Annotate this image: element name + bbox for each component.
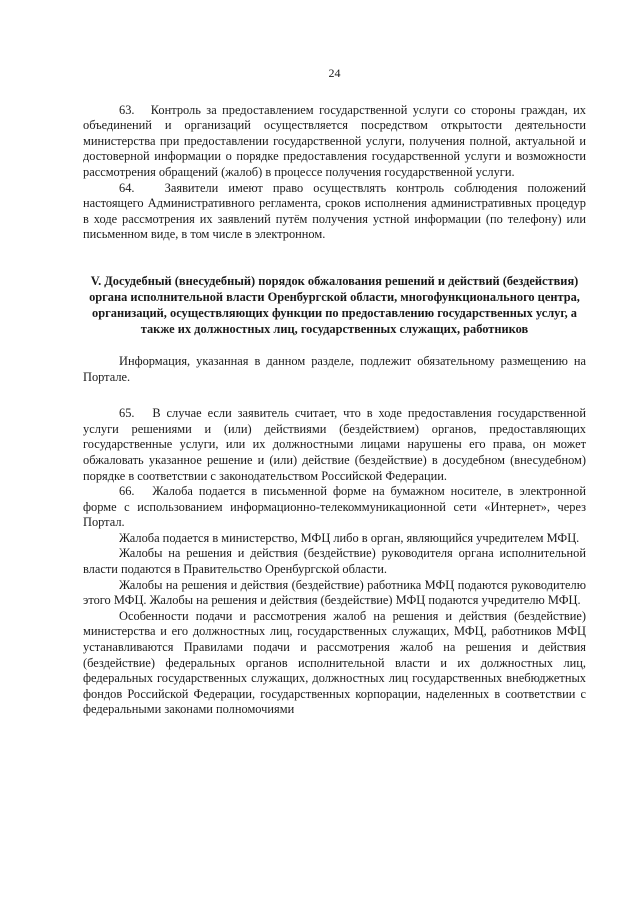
paragraph-63: 63. Контроль за предоставлением государственной услуги со стороны граждан, их объединений и организаций осуществляется посредством открытости деятельности министерства при предоставлении государственной услуги, получения полной, актуальной и достоверной информации о порядке предоставления государственной услуги и возможности рассмотрения обращений (жалоб) в процессе получения государственной услуги. [83,102,586,179]
paragraphs-before-section [83,103,586,243]
paragraph-complaint-government: Жалобы на решения и действия (бездействие) руководителя органа исполнительной власти подаются в Правительство Оренбургской области. [83,546,586,577]
paragraph-64: 64. Заявители имеют право осуществлять контроль соблюдения положений настоящего Административного регламента, сроков исполнения административных процедур в ходе рассмотрения их заявлений путём получения устной информации (по телефону) или письменном виде, в том числе в электронном. [83,180,586,242]
section-heading: V. Досудебный (внесудебный) порядок обжалования решений и действий (бездействия) органа исполнительной власти Оренбургской области, многофункционального центра, организаций, осуществляющих функции по предоставлению государственных услуг, а также их должностных лиц, государственных служащих, работников [89,273,580,336]
info-note: Информация, указанная в данном разделе, подлежит обязательному размещению на Портале. [83,353,586,384]
paragraph-complaint-rules: Особенности подачи и рассмотрения жалоб на решения и действия (бездействие) министерства и его должностных лиц, государственных служащих, МФЦ, работников МФЦ устанавливаются Правилами подачи и рассмотрения жалоб на решения и действия (бездействие) федеральных органов исполнительной власти и их должностных лиц, федеральных государственных служащих, должностных лиц государственных внебюджетных фондов Российской Федерации, государственных корпорации, наделенных в соответствии с федеральными законами полномочиями [83,608,586,717]
page-content [83,66,586,718]
paragraph-complaint-mfc: Жалобы на решения и действия (бездействие) работника МФЦ подаются руководителю этого МФЦ. Жалобы на решения и действия (бездействие) МФЦ подаются учредителю МФЦ. [83,577,586,608]
paragraph-complaint-filing: Жалоба подается в министерство, МФЦ либо в орган, являющийся учредителем МФЦ. [119,530,580,545]
paragraph-66: 66. Жалоба подается в письменной форме на бумажном носителе, в электронной форме с использованием информационно-телекоммуникационной сети «Интернет», через Портал. [83,484,586,530]
page-number: 24 [328,66,341,80]
paragraph-65: 65. В случае если заявитель считает, что в ходе предоставления государственной услуги решениями и (или) действиями (бездействием) органов, предоставляющих государственные услуги, или их должностными лицами нарушены его права, он может обжаловать указанное решение и (или) действие (бездействие) в досудебном (внесудебном) порядке в соответствии с законодательством Российской Федерации. [83,406,586,483]
info-note-block [83,354,586,385]
paragraphs-after-section [83,406,586,718]
